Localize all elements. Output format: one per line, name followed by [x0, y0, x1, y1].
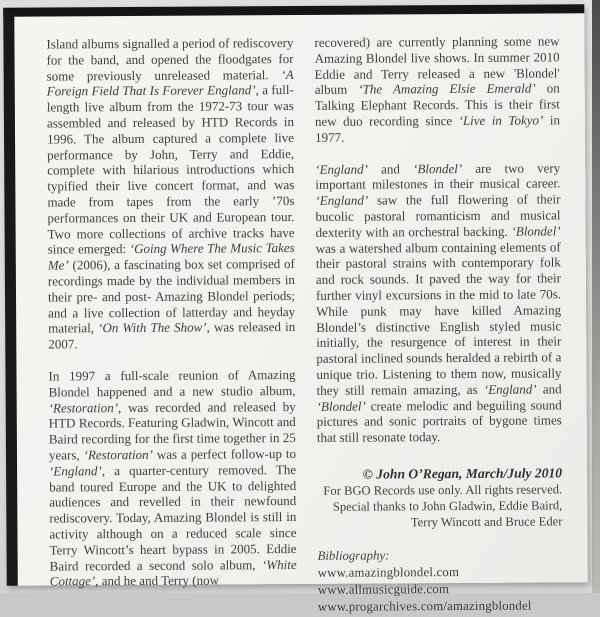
right-text-column: [314, 33, 563, 615]
right-column-paragraphs: [314, 33, 562, 445]
paragraph: recovered) are currently planning some new Amazing Blondel live shows. In summer 2010 Eddie and Terry released a new 'Blondel' album ‘The Amazing Elsie Emerald’ on Talking Elephant Records. This is their first new duo recording since ‘Live in Tokyo’ in 1977.: [314, 33, 560, 145]
bibliography-link: www.progarchives.com/amazingblondel: [317, 598, 532, 614]
credit-notes: [317, 481, 562, 531]
bibliography-heading: Bibliography:: [317, 547, 390, 563]
bibliography-section: [318, 546, 563, 615]
scan-edge-shadow: [592, 0, 600, 593]
bibliography-links: [318, 563, 563, 615]
credit-byline: © John O’Regan, March/July 2010: [362, 465, 563, 482]
bibliography-link: www.amazingblondel.com: [317, 564, 460, 580]
left-text-column: [46, 35, 296, 590]
credit-block: [317, 464, 562, 531]
credit-note-line: Special thanks to John Gladwin, Eddie Baird,: [332, 498, 563, 514]
booklet-page: [3, 4, 588, 614]
paragraph: Island albums signalled a period of rediscovery for the band, and opened the floodgates for some previously unreleased material. ‘A Foreign Field That Is Forever England’, a full-length live album from the 1972-73 tour was assembled and released by HTD Records in 1996. The album captured a complete live performance by John, Terry and Eddie, complete with hilarious introductions which typified their live concert format, and was made from tapes from the early ’70s performances on their UK and European tour. Two more collections of archive tracks have since emerged: ‘Going Where The Music Takes Me’ (2006), a fascinating box set comprised of recordings made by the individual members in their pre- and post- Amazing Blondel periods; and a live collection of latterday and heyday material, ‘On With The Show’, was released in 2007.: [46, 35, 296, 352]
credit-note-line: Terry Wincott and Bruce Eder: [410, 514, 563, 530]
paragraph: ‘England’ and ‘Blondel’ are two very important milestones in their musical career. ‘England’ saw the full flowering of their bucolic pastoral romanticism and musical dexterity with an orchestral backing. ‘Blondel’ was a watershed album containing elements of their pastoral strains with contemporary folk and rock sounds. It paved the way for their further vinyl excursions in the mid to late 70s. While punk may have killed Amazing Blondel’s distinctive English styled music initially, the resurgence of interest in their pastoral inclined sounds heralded a rebirth of a unique trio. Listening to them now, musically they still remain amazing, as ‘England’ and ‘Blondel’ create melodic and beguiling sound pictures and sonic portraits of bygone times that still resonate today.: [315, 159, 562, 445]
credit-note-line: For BGO Records use only. All rights reserved.: [323, 482, 563, 498]
bibliography-link: www.allmusicguide.com: [317, 581, 450, 597]
paragraph: In 1997 a full-scale reunion of Amazing Blondel happened and a new studio album, ‘Restoration’, was recorded and released by HTD Records. Featuring Gladwin, Wincott and Baird recording for the first time together in 25 years, ‘Restoration’ was a perfect follow-up to ‘England’, a quarter-century removed. The band toured Europe and the UK to delighted audiences and revelled in their newfound rediscovery. Today, Amazing Blondel is still in activity although on a reduced scale since Terry Wincott’s heart bypass in 2005. Eddie Baird recorded a second solo album, ‘White Cottage’, and he and Terry (now: [48, 366, 297, 589]
